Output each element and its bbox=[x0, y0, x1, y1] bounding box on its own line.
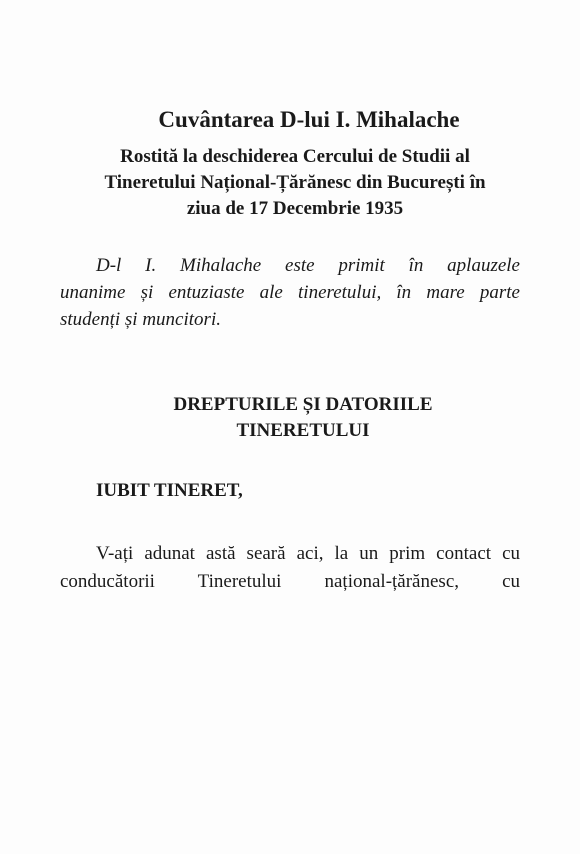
section-heading-line: TINERETULUI bbox=[236, 420, 370, 441]
subtitle-line: Rostită la deschiderea Cercului de Studii al bbox=[120, 146, 470, 167]
section-heading bbox=[60, 392, 530, 444]
salutation: IUBIT TINERET, bbox=[96, 480, 243, 501]
speech-title: Cuvântarea D-lui I. Mihalache bbox=[158, 107, 460, 132]
speech-subtitle bbox=[60, 144, 530, 222]
body-paragraph bbox=[60, 540, 520, 596]
intro-line: unanime și entuziaste ale tineretului, în mare parte bbox=[60, 282, 520, 303]
intro-line: studenți și muncitori. bbox=[60, 309, 221, 330]
body-line: V-ați adunat astă seară aci, la un prim contact cu bbox=[96, 543, 520, 564]
intro-paragraph bbox=[60, 252, 520, 333]
section-heading-line: DREPTURILE ȘI DATORIILE bbox=[173, 394, 433, 415]
subtitle-line: ziua de 17 Decembrie 1935 bbox=[186, 198, 404, 219]
intro-line: D-l I. Mihalache este primit în aplauzele bbox=[96, 255, 520, 276]
subtitle-line: Tineretului Național-Țărănesc din București în bbox=[104, 172, 486, 193]
body-line: conducătorii Tineretului național-țărănesc, cu bbox=[60, 571, 520, 592]
